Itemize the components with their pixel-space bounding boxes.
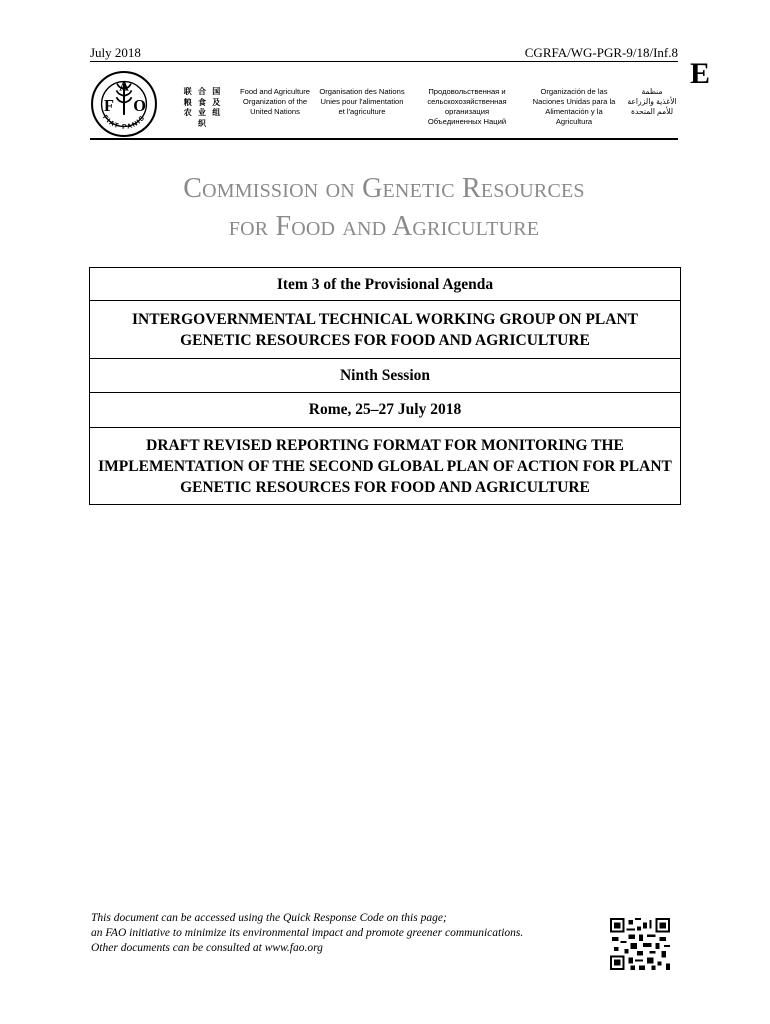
logo-letter-o: O xyxy=(133,95,146,115)
logo-letter-f: F xyxy=(104,95,115,115)
footer-note: This document can be accessed using the Quick Response Code on this page; an FAO initiative to minimize its environmental impact and promote greener communications. Other documents can be consulted at www.fao.org xyxy=(91,912,524,954)
document-symbol: CGRFA/WG-PGR-9/18/Inf.8 xyxy=(524,45,678,60)
org-name-arabic: منظمة الأغذية والزراعة للأمم المتحدة xyxy=(627,87,677,116)
org-name-spanish: Organización de las Naciones Unidas para la Alimentación y la Agricultura xyxy=(532,87,616,126)
document-date: July 2018 xyxy=(90,45,141,60)
document-title: DRAFT REVISED REPORTING FORMAT FOR MONITORING THE IMPLEMENTATION OF THE SECOND GLOBAL PLAN OF ACTION FOR PLANT GENETIC RESOURCES FOR FOOD AND AGRICULTURE xyxy=(98,437,672,496)
logo-motto: FIAT PANIS xyxy=(101,114,147,131)
agenda-item: Item 3 of the Provisional Agenda xyxy=(90,268,680,301)
org-name-russian: Продовольственная и сельскохозяйственная организация Объединенных Наций xyxy=(427,87,507,126)
meeting-place-date: Rome, 25–27 July 2018 xyxy=(90,393,680,428)
org-name-english: Food and Agriculture Organization of the United Nations xyxy=(239,87,311,116)
session-name: Ninth Session xyxy=(90,359,680,393)
language-indicator: E xyxy=(690,57,711,90)
svg-text:FIAT PANIS xyxy=(101,114,147,131)
masthead-divider xyxy=(90,138,678,140)
title-line-1: Commission on Genetic Resources xyxy=(183,173,585,204)
header-divider xyxy=(90,61,678,62)
working-group-name: INTERGOVERNMENTAL TECHNICAL WORKING GROUP ON PLANT GENETIC RESOURCES FOR FOOD AND AGRICULTURE xyxy=(90,301,680,359)
org-name-french: Organisation des Nations Unies pour l'alimentation et l'agriculture xyxy=(319,87,405,116)
org-name-chinese: 联 合 国 粮 食 及 农 业 组 织 xyxy=(183,87,223,128)
page-title xyxy=(90,170,678,246)
title-line-2: for Food and Agriculture xyxy=(228,211,540,242)
logo-letter-a: A xyxy=(119,78,129,94)
fao-logo-icon xyxy=(90,70,158,138)
qr-code-icon[interactable] xyxy=(610,918,670,970)
agenda-box xyxy=(89,267,681,505)
